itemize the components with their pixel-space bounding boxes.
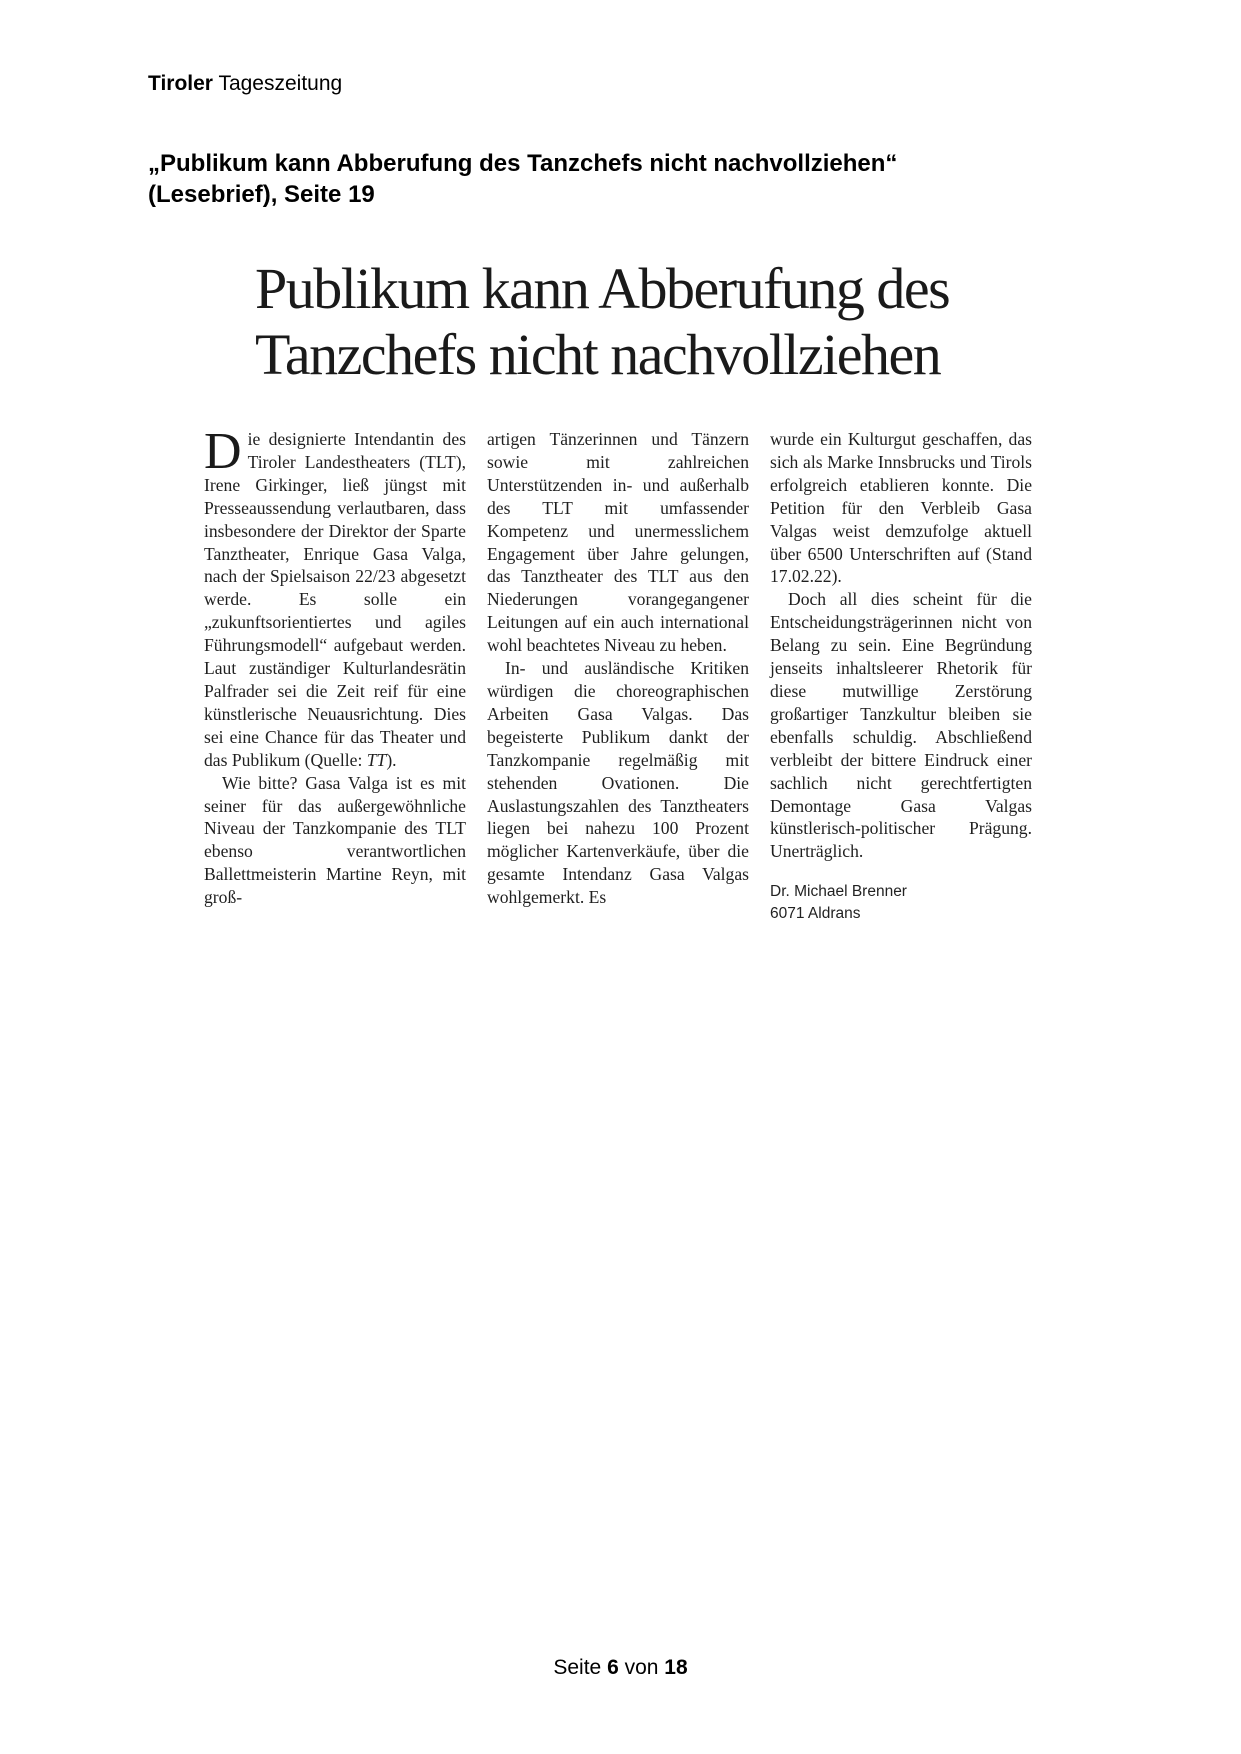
column-3-paragraph-1: wurde ein Kulturgut geschaffen, das sich als Marke Innsbrucks und Tirols erfolgreich etablieren konnte. Die Petition für den Verbleib Gasa Valgas weist demzufolge aktuell über 6500 Unterschriften auf (Stand 17.02.22). <box>770 429 1032 587</box>
column-2-paragraph-1: artigen Tänzerinnen und Tänzern sowie mit zahlreichen Unterstützenden in- und außerhalb des TLT mit umfassender Kompetenz und unermesslichem Engagement über Jahre gelungen, das Tanztheater des TLT aus den Niederungen vorangegangener Leitungen auf ein auch international wohl beachtetes Niveau zu heben. <box>487 429 749 656</box>
publication-name <box>148 72 342 96</box>
page-prefix: Seite <box>553 1656 602 1679</box>
headline-line-2: Tanzchefs nicht nachvollziehen <box>255 322 941 387</box>
author-name: Dr. Michael Brenner <box>770 883 907 901</box>
column-3-paragraph-2: Doch all dies scheint für die Entscheidungsträgerinnen nicht von Belang zu sein. Eine Begründung jenseits inhaltsleerer Rhetorik für diese mutwillige Zerstörung großartiger Tanzkultur bleiben sie ebenfalls schuldig. Abschließend verbleibt der bittere Eindruck einer sachlich nicht gerechtfertigten Demontage Gasa Valgas künstlerisch-politischer Prägung. Unerträglich. <box>770 589 1032 862</box>
article-column-3 <box>770 428 1032 925</box>
page-current: 6 <box>607 1656 619 1679</box>
article-column-1 <box>204 423 466 909</box>
column-1-paragraph-1 <box>204 423 466 772</box>
article-column-2 <box>487 428 749 909</box>
source-abbrev: TT <box>366 749 387 770</box>
author-place: 6071 Aldrans <box>770 905 861 923</box>
publication-name-rest: Tageszeitung <box>218 72 343 95</box>
page-middle: von <box>624 1656 659 1679</box>
drop-cap: D <box>204 423 242 480</box>
letter-signature <box>770 881 1032 925</box>
headline-line-1: Publikum kann Abberufung des <box>255 256 950 321</box>
column-2-paragraph-2: In- und ausländische Kritiken würdigen die choreographischen Arbeiten Gasa Valgas. Das begeisterte Publikum dankt der Tanzkompanie regelmäßig mit stehenden Ovationen. Die Auslastungszahlen des Tanztheaters liegen bei nahezu 100 Prozent möglicher Kartenverkäufe, über die gesamte Intendanz Gasa Valgas wohlgemerkt. Es <box>487 658 749 908</box>
article-reference-page: (Lesebrief), Seite 19 <box>148 181 375 208</box>
article-reference-title: „Publikum kann Abberufung des Tanzchefs nicht nachvollziehen“ <box>148 150 898 177</box>
column-1-paragraph-1-end: ). <box>386 749 397 770</box>
publication-name-bold: Tiroler <box>148 72 213 95</box>
page-number <box>0 1656 1241 1680</box>
column-1-paragraph-1-text: ie designierte Intendantin des Tiroler Landestheaters (TLT), Irene Girkinger, ließ jüngst mit Presseaussendung verlautbaren, dass insbesondere der Direktor der Sparte Tanztheater, Enrique Gasa Valga, nach der Spielsaison 22/23 abgesetzt werde. Es solle ein „zukunftsorientiertes und agiles Führungsmodell“ aufgebaut werden. Laut zuständiger Kulturlandesrätin Palfrader sei die Zeit reif für eine künstlerische Neuausrichtung. Dies sei eine Chance für das Theater und das Publikum (Quelle: <box>204 429 466 770</box>
column-1-paragraph-2: Wie bitte? Gasa Valga ist es mit seiner für das außergewöhnliche Niveau der Tanzkompanie des TLT ebenso verantwortlichen Ballettmeisterin Martine Reyn, mit groß- <box>204 772 466 908</box>
article-headline <box>255 256 1015 388</box>
article-reference <box>148 148 1108 210</box>
page-total: 18 <box>664 1656 688 1679</box>
